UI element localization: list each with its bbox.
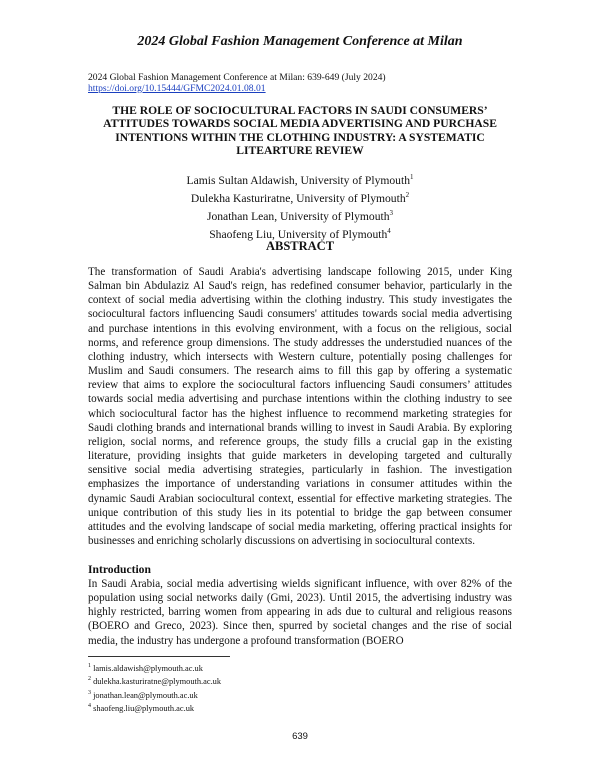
footnote-marker: 2 — [405, 191, 410, 200]
footnote-email: lamis.aldawish@plymouth.ac.uk — [93, 663, 203, 673]
footnote-marker: 2 — [88, 676, 91, 683]
author-name: Lamis Sultan Aldawish, University of Plymouth — [186, 173, 410, 187]
footnote-marker: 3 — [389, 209, 394, 218]
author-name: Jonathan Lean, University of Plymouth — [206, 209, 390, 223]
footnote-marker: 1 — [88, 663, 91, 669]
author-list — [100, 170, 500, 242]
page-number: 639 — [292, 731, 308, 742]
footnote-item — [88, 661, 221, 674]
author-line — [100, 170, 500, 188]
abstract-heading: ABSTRACT — [265, 239, 335, 253]
footnote-item — [88, 688, 221, 701]
author-line — [100, 188, 500, 206]
footnote-email: shaofeng.liu@plymouth.ac.uk — [93, 703, 195, 713]
author-name: Shaofeng Liu, University of Plymouth — [209, 228, 388, 242]
footnote-divider — [88, 656, 230, 657]
footnote-list — [88, 661, 221, 715]
footnote-email: jonathan.lean@plymouth.ac.uk — [93, 690, 198, 700]
running-head: 2024 Global Fashion Management Conference at Milan — [137, 34, 463, 49]
doi-link[interactable]: https://doi.org/10.15444/GFMC2024.01.08.01 — [88, 83, 266, 94]
author-line — [100, 206, 500, 224]
citation-block — [88, 72, 386, 94]
footnote-marker: 1 — [410, 173, 414, 181]
footnote-item — [88, 701, 221, 714]
footnote-marker: 4 — [387, 227, 391, 236]
introduction-body: In Saudi Arabia, social media advertising wields significant influence, with over 82% of the population using social networks daily (Gmi, 2023). Until 2015, the advertising industry was highly restricted, barring women from appearing in ads due to cultural and religious reasons (BOERO and Greco, 2023). Since then, spurred by societal changes and the rise of social media, the industry has undergone a profound transformation (BOERO — [88, 578, 512, 647]
section-heading-introduction: Introduction — [88, 563, 151, 576]
citation-line: 2024 Global Fashion Management Conference at Milan: 639-649 (July 2024) — [88, 72, 386, 83]
paper-title: THE ROLE OF SOCIOCULTURAL FACTORS IN SAUDI CONSUMERS’ ATTITUDES TOWARDS SOCIAL MEDIA ADVERTISING AND PURCHASE INTENTIONS WITHIN THE CLOTHING INDUSTRY: A SYSTEMATIC LITEARTURE REVIEW — [103, 104, 497, 157]
footnote-marker: 4 — [88, 703, 91, 710]
footnote-email: dulekha.kasturiratne@plymouth.ac.uk — [93, 677, 222, 687]
author-name: Dulekha Kasturiratne, University of Plymouth — [190, 191, 406, 205]
abstract-body: The transformation of Saudi Arabia's advertising landscape following 2015, under King Salman bin Abdulaziz Al Saud's reign, has redefined consumer behavior, particularly in the context of social media advertising within the clothing industry. This study investigates the sociocultural factors influencing Saudi consumers' attitudes towards social media advertising and purchase intentions in this evolving environment, with a focus on the religious, social norms, and reference group dimensions. The study addresses the understudied nuances of the clothing industry, which intersects with Western culture, potentially posing challenges for Muslim and Saudi consumers. The research aims to fill this gap by offering a systematic review that aims to explore the sociocultural factors influencing Saudi consumers’ attitudes towards social media advertising and purchase intentions within the clothing industry to see which sociocultural factor has the highest influence to recommend marketing strategies for Saudi clothing brands and international brands willing to invest in Saudi Arabia. By exploring religion, social norms, and reference groups, the study fills a crucial gap in the existing literature, providing insights that guide marketers in developing targeted and culturally sensitive social media advertising strategies, particularly in fashion. The investigation emphasizes the importance of understanding variations in consumer attitudes within the dynamic Saudi Arabian sociocultural context, essential for effective marketing strategies. The unique contribution of this study lies in its potential to bridge the gap between consumer attitudes and the evolving landscape of social media marketing, offering practical insights for businesses and enriching scholarly discussions on advertising in sociocultural contexts. — [88, 266, 512, 547]
footnote-item — [88, 674, 221, 687]
footnote-marker: 3 — [88, 689, 91, 696]
